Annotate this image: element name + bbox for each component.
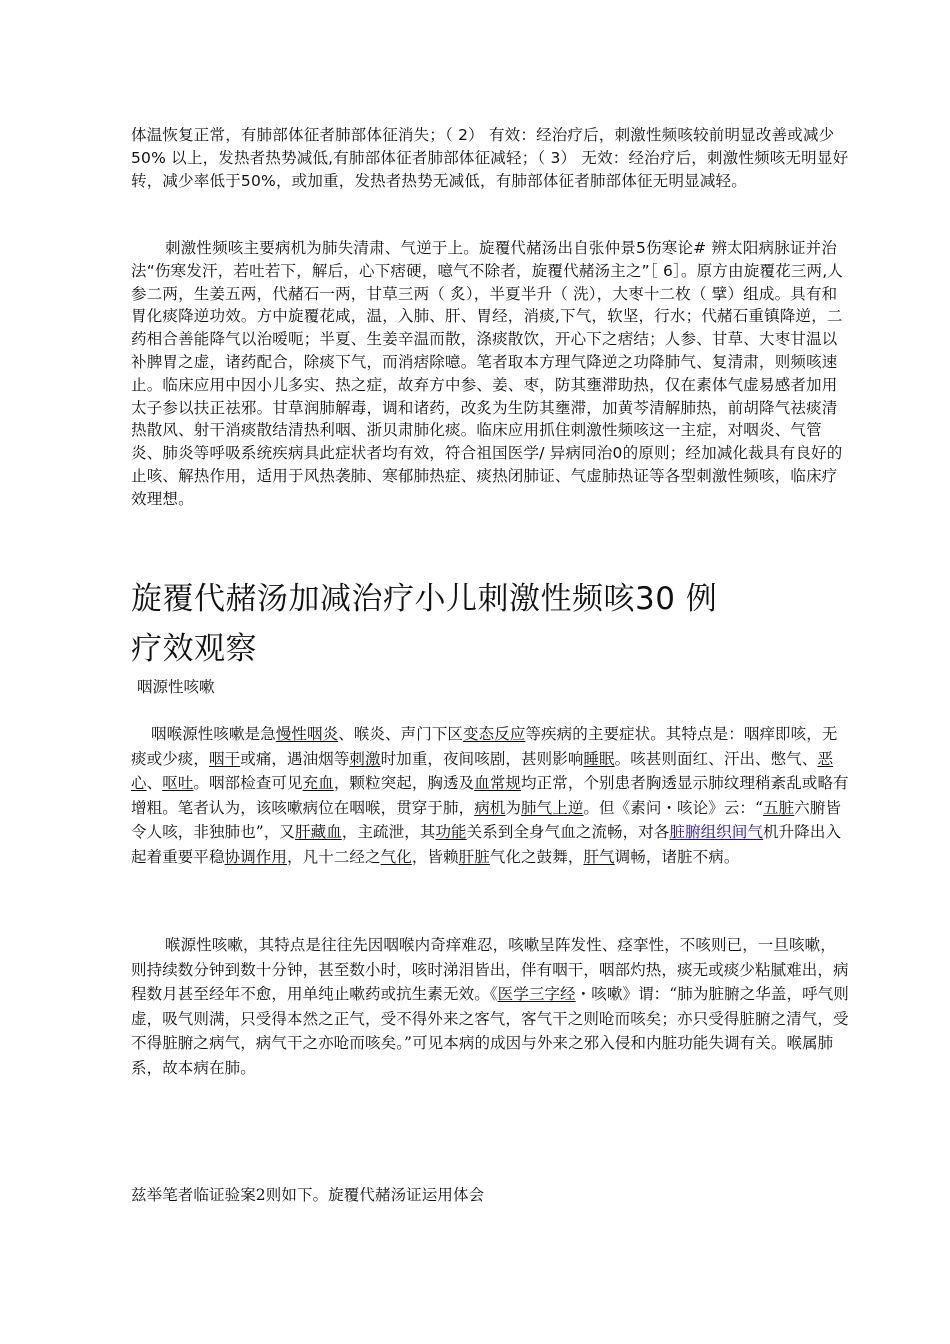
underlined-term: 功能 [435,823,467,842]
text-run: 气化之鼓舞， [489,847,584,866]
underlined-term: 血常规 [474,774,522,793]
hyperlink-term[interactable]: 脏腑组织间气 [669,823,764,842]
text-run: ，颗粒突起，胸透及 [333,774,475,793]
text-run: 等疾病的主要症状。其特点是：咽痒即咳，无痰或少痰， [131,725,838,768]
text-run: 、 [146,774,163,793]
paragraph-pharyngeal-cough [131,722,851,870]
text-run: 机升降出入起着重要平稳 [131,823,842,866]
underlined-term: 五脏 [763,798,795,817]
text-run: ・咳嗽》谓：“肺为脏腑之华盖，呼气则虚，吸气则满，只受得本然之正气，受不得外来之客气，客气干之则呛而咳矣；亦只受得脏腑之清气，受不得脏腑之病气，病气干之亦呛而咳矣。”可见本病的成因与外来之邪入侵和内脏功能失调有关。喉属肺系，故本病在肺。 [131,985,849,1077]
text-run: 关系到全身气血之流畅，对各 [466,823,670,842]
text-run: 时加重，夜间咳剧，甚则影响 [380,749,584,768]
text-run: 六腑皆令人咳，非独肺也”，又 [131,798,842,842]
section-subtitle: 咽源性咳嗽 [137,678,215,696]
text-run: 、喉炎、声门下区 [338,725,464,743]
underlined-term: 肝气 [583,847,615,866]
underlined-term: 刺激 [349,749,381,768]
underlined-term: 协调作用 [224,847,288,866]
underlined-term: 气化 [380,847,412,866]
underlined-term: 睡眠 [583,749,615,768]
text-run: 均正常，个别患者胸透显示肺纹理稍紊乱或略有增粗。笔者认为，该咳嗽病位在咽喉，贯穿于肺， [131,774,849,817]
text-run: ，主疏泄，其 [341,823,436,842]
underlined-term: 肝藏血 [295,823,342,842]
text-run: 调畅，诸脏不病。 [614,847,740,866]
text-run: 。咽部检查可见 [193,774,303,793]
text-run: 。但《素问・咳论》云：“ [583,798,764,817]
underlined-term: 变态反应 [463,725,526,743]
paragraph-discussion-text: 刺激性频咳主要病机为肺失清肃、气逆于上。旋覆代赭汤出自张仲景5伤寒论# 辨太阳病脉证并治法“伤寒发汗，若吐若下，解后，心下痞硬，噫气不除者，旋覆代赭汤主之”［ 6］。原方由旋覆花三两,人参二两，生姜五两，代赭石一两，甘草三两（ 炙），半夏半升（ 洗），大枣十二枚（ 擘）组成。具有和胃化痰降逆功效。方中旋覆花咸，温，入肺、肝、胃经，消痰,下气，软坚，行水；代赭石重镇降逆，二药相合善能降气以治嗳呃；半夏、生姜辛温而散，涤痰散饮，开心下之痞结；人参、甘草、大枣甘温以补脾胃之虚，诸药配合，除痰下气，而消痞除噫。笔者取本方理气降逆之功降肺气、复清肃，则频咳速止。临床应用中因小儿多实、热之症，故弃方中参、姜、枣，防其壅滞助热，仅在素体气虚易感者加用太子参以扶正祛邪。甘草润肺解毒，调和诸药，改炙为生防其壅滞，加黄芩清解肺热，前胡降气祛痰清热散风、射干消痰散结清热利咽、浙贝肃肺化痰。临床应用抓住刺激性频咳这一主症，对咽炎、气管炎、肺炎等呼吸系统疾病具此症状者均有效，符合祖国医学/ 异病同治0的原则；经加减化裁具有良好的止咳、解热作用，适用于风热袭肺、寒郁肺热症、痰热闭肺证、气虚肺热证等各型刺激性频咳，临床疗效理想。 [131,239,844,508]
text-run: ，凡十二经之 [287,847,381,866]
text-run: 或痛，遇油烟等 [240,749,350,768]
article-title [131,574,851,674]
paragraph-discussion [131,237,851,511]
paragraph-efficacy-criteria: 体温恢复正常，有肺部体征者肺部体征消失；（ 2） 有效：经治疗后，刺激性频咳较前明显改善或减少50% 以上，发热者热势减低,有肺部体征者肺部体征减轻；（ 3） 无效：经治疗后，刺激性频咳无明显好转，减少率低于50%，或加重，发热者热势无减低，有肺部体征者肺部体征无明显减轻。 [131,126,849,190]
underlined-term: 慢性咽炎 [275,725,339,743]
text-run: 咽喉源性咳嗽是急 [151,725,276,743]
underlined-term: 肝脏 [458,847,490,866]
article-title-line-2: 疗效观察 [131,631,257,667]
text-run: 。咳甚则面红、汗出、憋气、 [614,749,818,768]
paragraph-case-intro: 兹举笔者临证验案2则如下。旋覆代赭汤证运用体会 [131,1186,485,1204]
underlined-term: 恶心 [131,749,834,793]
underlined-term: 充血 [302,774,334,793]
underlined-term: 呕吐 [162,774,194,793]
text-run: 喉源性咳嗽，其特点是往往先因咽喉内奇痒难忍，咳嗽呈阵发性、痉挛性，不咳则已，一旦咳嗽，则持续数分钟到数十分钟，甚至数小时，咳时涕泪皆出，伴有咽干，咽部灼热，痰无或痰少粘腻难出，病程数月甚至经年不愈，用单纯止嗽药或抗生素无效。《 [131,936,849,1004]
underlined-term: 肺气上逆 [521,798,584,817]
paragraph-laryngeal-cough [131,933,851,1081]
underlined-term: 病机 [474,798,506,817]
text-run: 为 [505,798,522,817]
article-title-line-1: 旋覆代赭汤加减治疗小儿刺激性频咳30 例 [131,581,718,617]
underlined-term: 咽干 [209,749,241,768]
underlined-term: 医学三字经 [497,985,576,1004]
text-run: ，皆赖 [411,847,459,866]
